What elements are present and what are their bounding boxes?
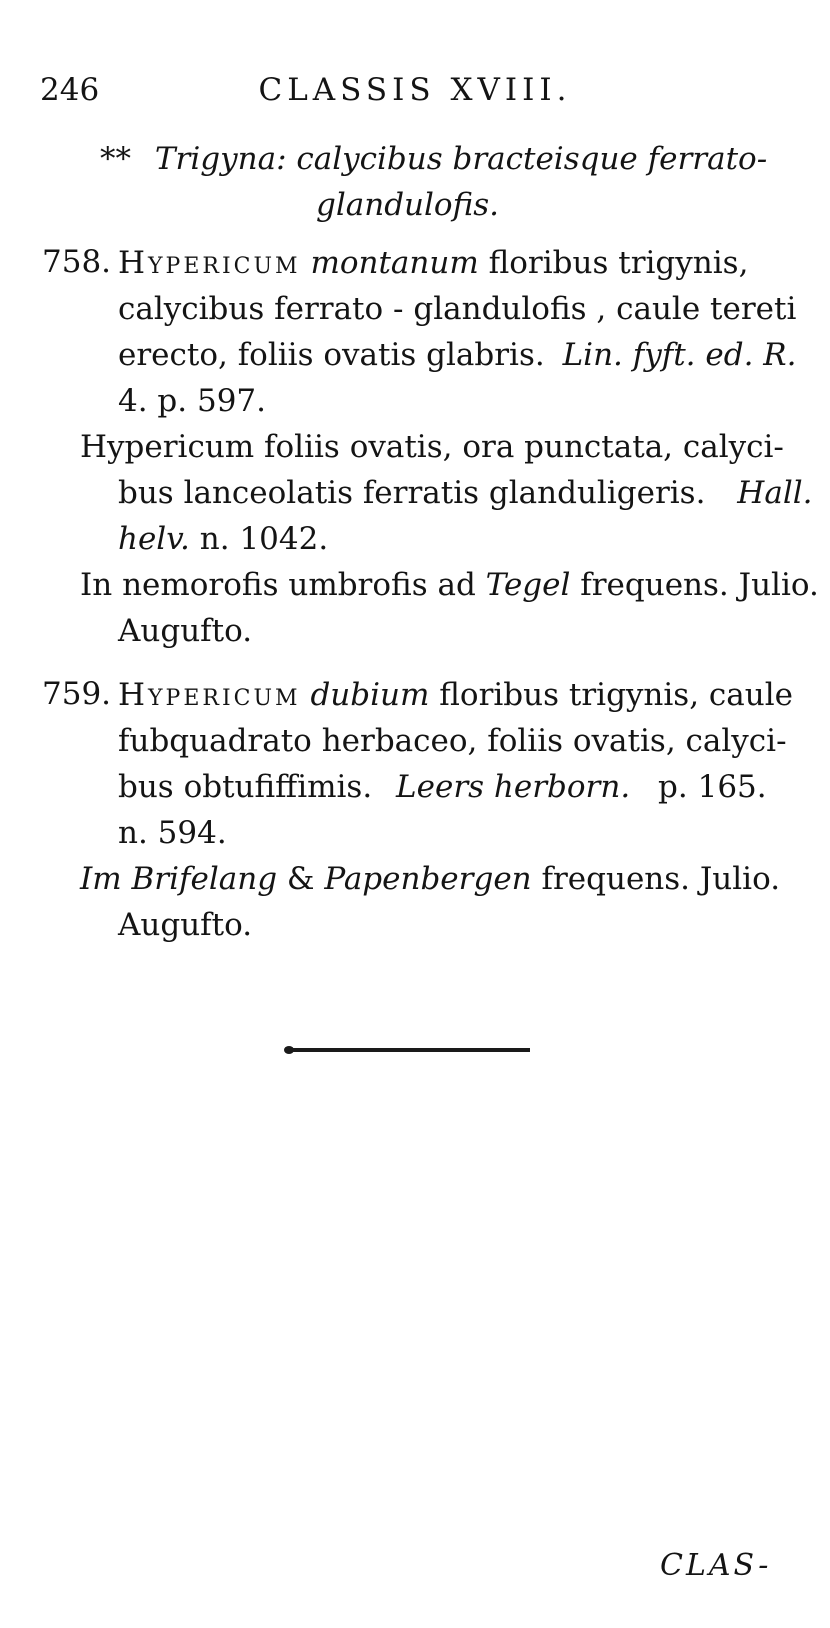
entry-759-habitat-season: frequens. Julio. — [531, 861, 781, 897]
entry-759-ampersand: & — [277, 861, 325, 897]
section-heading-text: Trigyna: calycibus bracteisque ferrato- — [154, 141, 768, 177]
section-heading-line-1 — [100, 140, 767, 178]
entry-758-species: montanum — [310, 245, 479, 281]
entry-758-genus: Hypericum — [118, 245, 301, 281]
entry-759-line-2: fubquadrato herbaceo, foliis ovatis, calyci- — [118, 723, 787, 759]
section-heading-line-2: glandulofis. — [316, 187, 500, 223]
entry-758-line-2: calycibus ferrato - glandulofis , caule tereti — [118, 291, 797, 327]
section-marker: ** — [100, 141, 131, 177]
entry-759-species: dubium — [310, 677, 430, 713]
entry-758-habitat-line-2: Augufto. — [118, 613, 253, 649]
entry-759-number: 759. — [42, 676, 112, 712]
entry-759-habitat-line-1 — [80, 860, 781, 898]
entry-759-page: p. 165. — [648, 769, 767, 805]
running-title: CLASSIS XVIII. — [258, 72, 572, 108]
entry-758-habitat-text: In nemorofis umbrofis ad — [80, 567, 486, 603]
entry-758-synonym-line-3 — [118, 520, 328, 558]
entry-759-habitat-place: Im Brifelang — [80, 861, 278, 897]
entry-758-synonym-page: n. 1042. — [189, 521, 329, 557]
end-rule — [290, 1048, 530, 1052]
entry-758-synonym-line-2 — [118, 474, 813, 512]
catchword: CLAS- — [660, 1548, 772, 1583]
entry-758-line-3 — [118, 336, 797, 374]
entry-759-habitat-place-2: Papenbergen — [324, 861, 532, 897]
entry-759-reference: Leers herborn. — [396, 769, 631, 805]
page-number: 246 — [40, 72, 100, 108]
entry-759-line-3 — [118, 768, 767, 806]
entry-758-synonym-work: helv. — [118, 521, 190, 557]
entry-759-line-1 — [118, 676, 793, 714]
entry-759-genus: Hypericum — [118, 677, 301, 713]
entry-758-synonym-line-1: Hypericum foliis ovatis, ora punctata, calyci- — [80, 429, 784, 465]
entry-758-text: erecto, foliis ovatis glabris. — [118, 337, 555, 373]
entry-758-line-1 — [118, 244, 749, 282]
entry-758-diagnosis: floribus trigynis, — [478, 245, 749, 281]
entry-758-number: 758. — [42, 244, 112, 280]
entry-759-line-4: n. 594. — [118, 815, 227, 851]
entry-758-habitat-line-1 — [80, 566, 819, 604]
entry-758-habitat-season: frequens. Julio. — [570, 567, 819, 603]
entry-758-synonym-reference: Hall. — [737, 475, 813, 511]
entry-758-line-4: 4. p. 597. — [118, 383, 267, 419]
entry-758-habitat-place: Tegel — [485, 567, 571, 603]
entry-759-diagnosis: floribus trigynis, caule — [429, 677, 793, 713]
entry-758-synonym-text: bus lanceolatis ferratis glanduligeris. — [118, 475, 716, 511]
entry-758-reference: Lin. fyft. ed. R. — [562, 337, 797, 373]
entry-759-habitat-line-2: Augufto. — [118, 907, 253, 943]
entry-759-text: bus obtufiffimis. — [118, 769, 383, 805]
